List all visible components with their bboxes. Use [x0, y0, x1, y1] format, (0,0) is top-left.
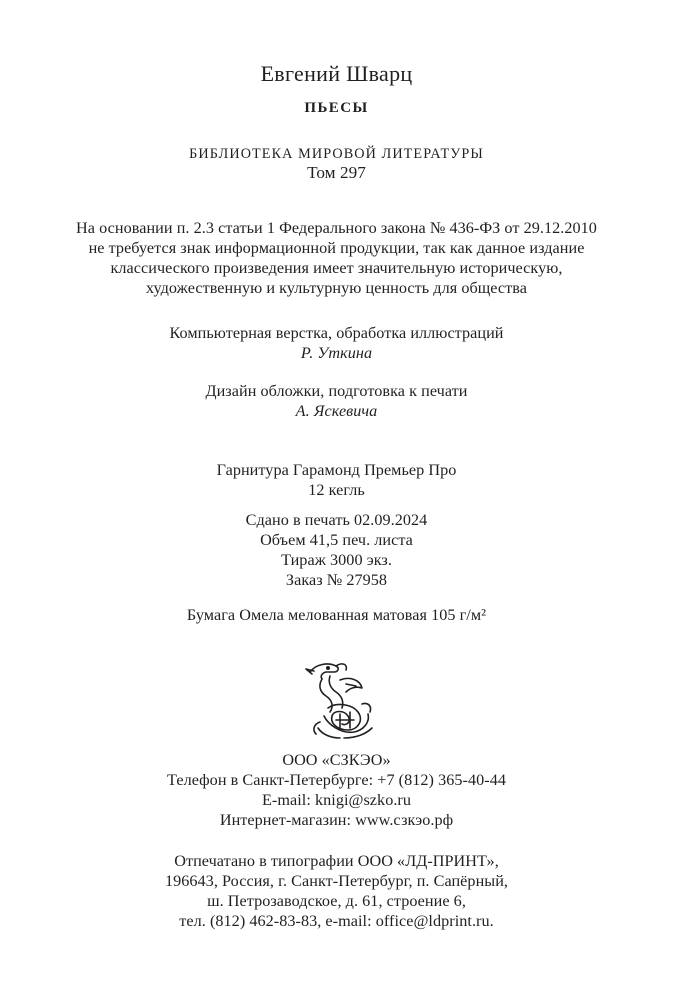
paper-line: Бумага Омела мелованная матовая 105 г/м² [186, 606, 487, 624]
typeface-line: Гарнитура Гарамонд Премьер Про [216, 461, 457, 479]
design-credit-label: Дизайн обложки, подготовка к печати [205, 382, 468, 400]
layout-credit-label: Компьютерная верстка, обработка иллюстраций [169, 324, 504, 342]
order-number-line: Заказ № 27958 [285, 571, 388, 589]
font-size-line: 12 кегль [308, 481, 365, 499]
design-credit-name: А. Яскевича [295, 402, 378, 420]
layout-credit-name: Р. Уткина [300, 344, 373, 362]
printer-line: 196643, Россия, г. Санкт-Петербург, п. Сапёрный, [164, 872, 509, 890]
publisher-phone: Телефон в Санкт-Петербурге: +7 (812) 365-40-44 [167, 771, 506, 789]
publisher-shop: Интернет-магазин: www.сзкэо.рф [219, 811, 454, 829]
volume-number: Том 297 [307, 163, 366, 182]
book-title: ПЬЕСЫ [304, 100, 369, 116]
print-volume-line: Объем 41,5 печ. листа [260, 531, 413, 549]
legal-notice-line: На основании п. 2.3 статьи 1 Федерального закона № 436-ФЗ от 29.12.2010 [76, 219, 597, 237]
publisher-email: E-mail: knigi@szko.ru [261, 791, 412, 809]
legal-notice-line: художественную и культурную ценность для общества [146, 279, 527, 297]
sent-to-print-line: Сдано в печать 02.09.2024 [245, 511, 428, 529]
author-name: Евгений Шварц [260, 61, 413, 86]
printer-line: Отпечатано в типографии ООО «ЛД-ПРИНТ», [174, 852, 499, 870]
dragon-emblem-icon [300, 658, 378, 740]
legal-notice-line: не требуется знак информационной продукции, так как данное издание [88, 239, 585, 257]
legal-notice-line: классического произведения имеет значительную историческую, [110, 259, 563, 277]
print-run-line: Тираж 3000 экз. [281, 551, 392, 569]
publisher-name: ООО «СЗКЭО» [282, 751, 391, 769]
series-name: БИБЛИОТЕКА МИРОВОЙ ЛИТЕРАТУРЫ [189, 146, 484, 162]
printer-line: ш. Петрозаводское, д. 61, строение 6, [207, 892, 466, 910]
printer-line: тел. (812) 462-83-83, e-mail: office@ldprint.ru. [179, 912, 494, 930]
